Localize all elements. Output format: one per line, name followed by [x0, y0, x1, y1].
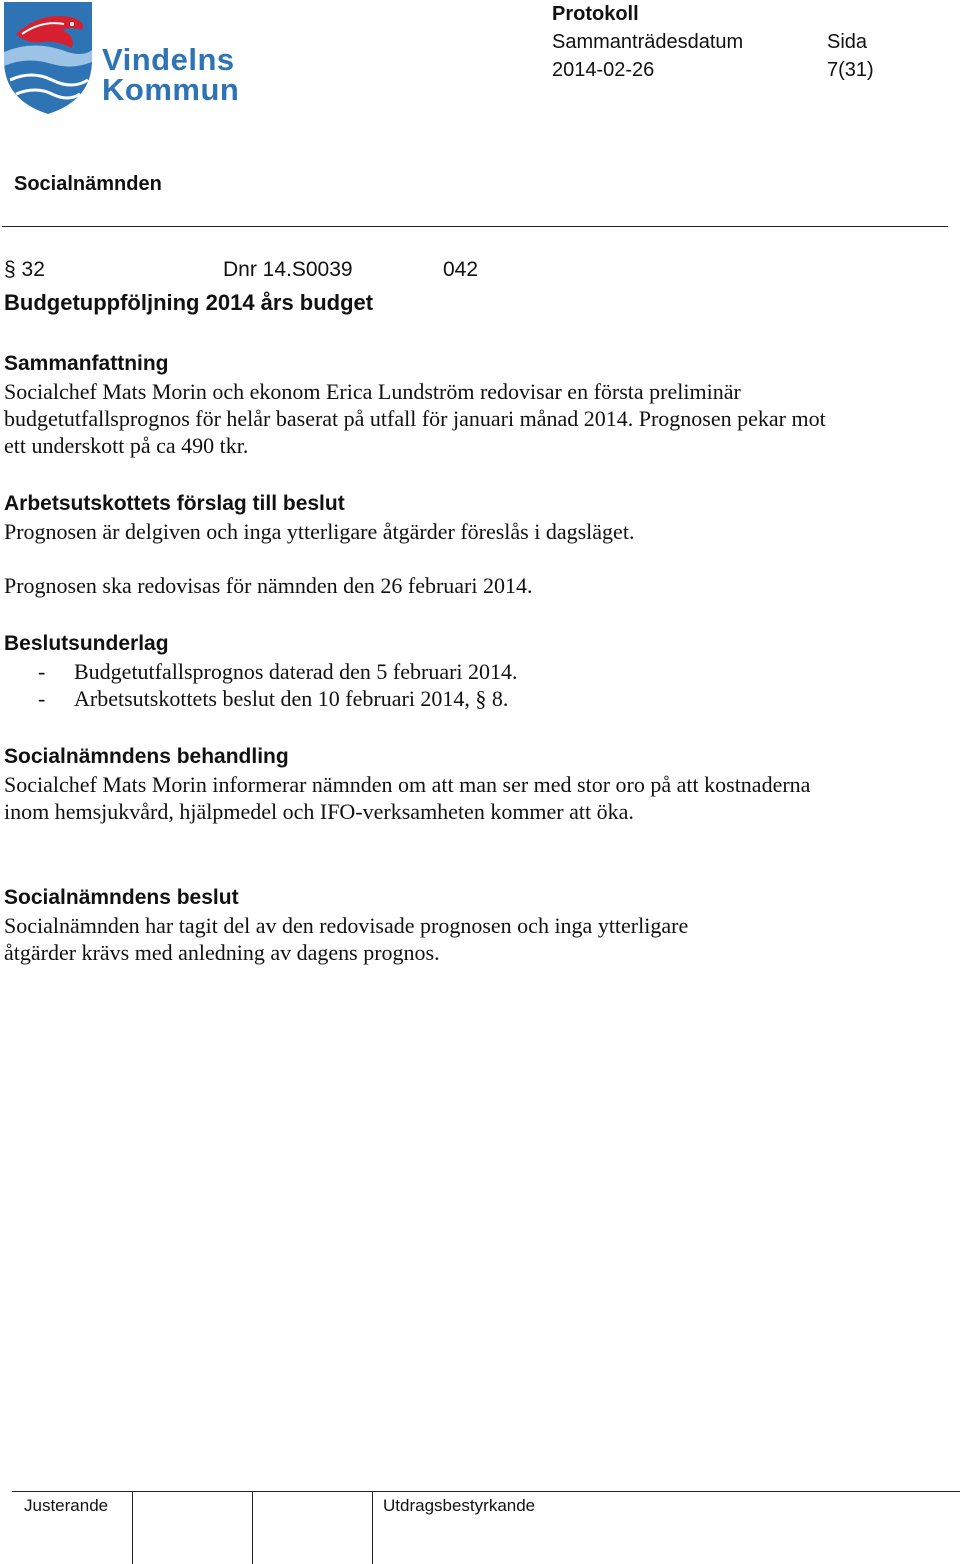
summary-section — [4, 350, 884, 459]
proposal-text-1: Prognosen är delgiven och inga ytterligare åtgärder föreslås i dagsläget. — [4, 519, 635, 544]
list-item: - Arbetsutskottets beslut den 10 februari 2014, § 8. — [38, 686, 509, 711]
header-divider — [2, 226, 948, 227]
decision-heading: Socialnämndens beslut — [4, 886, 239, 909]
case-number: Dnr 14.S0039 — [223, 258, 353, 281]
page-number: 7(31) — [827, 59, 874, 81]
basis-section — [4, 630, 884, 712]
page-label: Sida — [827, 31, 868, 53]
logo-text-line2: Kommun — [102, 72, 240, 107]
summary-heading: Sammanfattning — [4, 352, 169, 375]
paragraph-title: Budgetuppföljning 2014 års budget — [4, 290, 374, 315]
signature-cell — [253, 1491, 373, 1564]
committee-name: Socialnämnden — [14, 173, 162, 195]
document-type: Protokoll — [552, 3, 639, 25]
logo-text-line1: Vindelns — [102, 42, 235, 77]
extract-certifier-label: Utdragsbestyrkande — [383, 1496, 536, 1515]
signature-cell — [133, 1491, 253, 1564]
classification-code: 042 — [443, 258, 479, 281]
meeting-date-label: Sammanträdesdatum — [552, 31, 744, 53]
proposal-text-2: Prognosen ska redovisas för nämnden den 26 februari 2014. — [4, 573, 533, 598]
handling-heading: Socialnämndens behandling — [4, 745, 289, 768]
proposal-heading: Arbetsutskottets förslag till beslut — [4, 492, 345, 515]
decision-section — [4, 884, 884, 966]
list-item: - Budgetutfallsprognos daterad den 5 februari 2014. — [38, 659, 518, 684]
paragraph-number: § 32 — [4, 258, 45, 281]
basis-heading: Beslutsunderlag — [4, 632, 169, 655]
decision-text: Socialnämnden har tagit del av den redovisade prognosen och inga ytterligare åtgärder krävs med anledning av dagens prognos. — [4, 913, 689, 965]
handling-text: Socialchef Mats Morin informerar nämnden om att man ser med stor oro på att kostnaderna inom hemsjukvård, hjälpmedel och IFO-verksamheten kommer att öka. — [4, 772, 811, 824]
proposal-section — [4, 490, 884, 599]
summary-text: Socialchef Mats Morin och ekonom Erica Lundström redovisar en första preliminär budgetutfallsprognos för helår baserat på utfall för januari månad 2014. Prognosen pekar mot ett underskott på ca 490 tkr. — [4, 379, 826, 458]
handling-section — [4, 743, 884, 825]
meeting-date-value: 2014-02-26 — [552, 59, 655, 81]
basis-list — [4, 658, 884, 712]
adjuster-label: Justerande — [24, 1496, 109, 1515]
municipality-logo — [2, 0, 242, 116]
